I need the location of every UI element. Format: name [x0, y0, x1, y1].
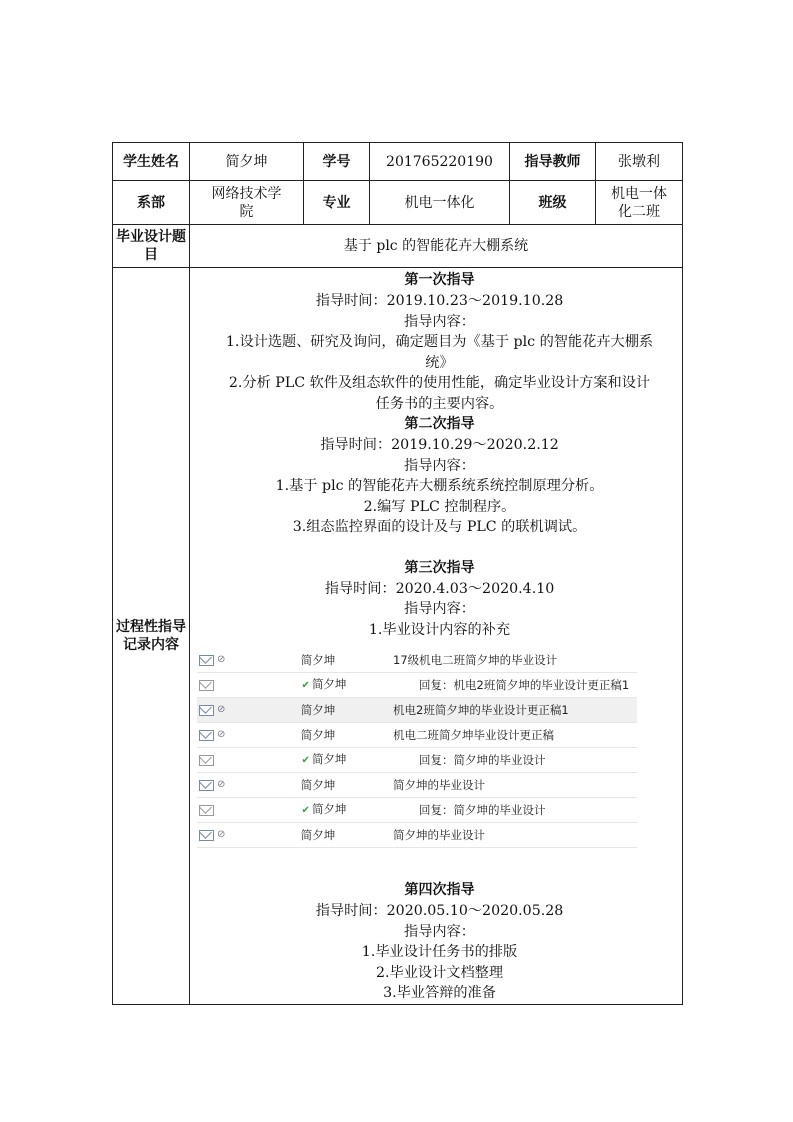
envelope-open-icon — [199, 755, 214, 766]
session-item: 2.分析 PLC 软件及组态软件的使用性能，确定毕业设计方案和设计 — [228, 375, 651, 391]
department-label: 系部 — [113, 181, 190, 225]
mail-subject: 机电2班简夕坤的毕业设计更正稿1 — [393, 703, 569, 717]
mail-row — [197, 648, 637, 673]
student-id: 201765220190 — [370, 143, 510, 181]
student-name: 简夕坤 — [190, 143, 304, 181]
mail-subject: 回复：简夕坤的毕业设计 — [419, 753, 546, 767]
mail-sender: 简夕坤 — [311, 802, 347, 816]
department — [190, 181, 304, 225]
paperclip-icon: ⊘ — [217, 654, 226, 665]
topic-label-line: 目 — [144, 247, 158, 263]
paperclip-icon: ⊘ — [217, 779, 226, 790]
mail-list-screenshot — [197, 648, 637, 848]
session-time: 指导时间：2020.05.10～2020.05.28 — [315, 903, 564, 919]
mail-row — [197, 823, 637, 848]
envelope-open-icon — [199, 680, 214, 691]
envelope-icon — [199, 780, 214, 791]
class — [596, 181, 683, 225]
topic-label-line: 毕业设计题 — [116, 229, 186, 245]
session-item: 2.毕业设计文档整理 — [375, 964, 504, 981]
envelope-icon — [199, 730, 214, 741]
replied-check-icon: ✔ — [301, 755, 310, 766]
class-label: 班级 — [510, 181, 596, 225]
session-item: 1.基于 plc 的智能花卉大棚系统系统控制原理分析。 — [275, 478, 604, 494]
session-title: 第四次指导 — [404, 882, 475, 898]
mail-row — [197, 723, 637, 748]
session-title: 第三次指导 — [404, 559, 475, 576]
major-label: 专业 — [304, 181, 370, 225]
session-item: 1.设计选题、研究及询问，确定题目为《基于 plc 的智能花卉大棚系 — [225, 334, 654, 350]
session-content-label: 指导内容： — [404, 923, 475, 940]
record-label-line: 记录内容 — [123, 636, 179, 653]
session-content-label: 指导内容： — [404, 457, 475, 474]
student-id-label: 学号 — [304, 143, 370, 181]
mail-row — [197, 673, 637, 698]
replied-check-icon: ✔ — [301, 680, 310, 691]
mail-sender: 简夕坤 — [300, 703, 336, 717]
mail-row — [197, 698, 637, 723]
session-item: 1.毕业设计内容的补充 — [368, 621, 511, 638]
mail-subject: 回复：简夕坤的毕业设计 — [419, 803, 546, 817]
session-item: 统》 — [425, 354, 454, 371]
session-time: 指导时间：2019.10.23～2019.10.28 — [315, 293, 564, 309]
mail-subject: 回复：机电2班简夕坤的毕业设计更正稿1 — [419, 678, 630, 692]
session-item: 任务书的主要内容。 — [375, 395, 504, 412]
session-item: 2.编写 PLC 控制程序。 — [363, 498, 516, 515]
topic-label — [113, 225, 190, 268]
session-content-label: 指导内容： — [404, 313, 475, 330]
mail-sender: 简夕坤 — [300, 778, 336, 792]
mail-row — [197, 798, 637, 823]
paperclip-icon: ⊘ — [217, 704, 226, 715]
session-title: 第一次指导 — [404, 272, 475, 288]
session-item: 3.毕业答辩的准备 — [383, 985, 496, 1001]
topic: 基于 plc 的智能花卉大棚系统 — [190, 225, 683, 268]
mail-sender: 简夕坤 — [311, 677, 347, 691]
mail-sender: 简夕坤 — [311, 752, 347, 766]
mail-subject: 17级机电二班简夕坤的毕业设计 — [393, 653, 558, 667]
session-time: 指导时间：2020.4.03～2020.4.10 — [324, 580, 555, 597]
guidance-record-form — [112, 142, 683, 1005]
envelope-open-icon — [199, 805, 214, 816]
major: 机电一体化 — [370, 181, 510, 225]
paperclip-icon: ⊘ — [217, 829, 226, 840]
advisor: 张墩利 — [596, 143, 683, 181]
record-label — [113, 268, 190, 1005]
mail-subject: 机电二班简夕坤毕业设计更正稿 — [393, 728, 554, 742]
mail-sender: 简夕坤 — [300, 828, 336, 842]
session-title: 第二次指导 — [404, 416, 475, 432]
department-line: 网络技术学 — [211, 185, 282, 202]
envelope-icon — [199, 830, 214, 841]
session-content-label: 指导内容： — [404, 601, 475, 617]
session-time: 指导时间：2019.10.29～2020.2.12 — [320, 437, 559, 453]
class-line: 化二班 — [618, 203, 660, 220]
mail-subject: 简夕坤的毕业设计 — [393, 778, 485, 792]
replied-check-icon: ✔ — [301, 805, 310, 816]
paperclip-icon: ⊘ — [217, 729, 226, 740]
mail-sender: 简夕坤 — [300, 728, 336, 742]
mail-sender: 简夕坤 — [300, 653, 336, 667]
record-label-line: 过程性指导 — [116, 618, 186, 635]
mail-subject: 简夕坤的毕业设计 — [393, 828, 485, 842]
session-item: 3.组态监控界面的设计及与 PLC 的联机调试。 — [292, 519, 587, 535]
session-item: 1.毕业设计任务书的排版 — [361, 944, 518, 960]
mail-row — [197, 773, 637, 798]
student-name-label: 学生姓名 — [113, 143, 190, 181]
envelope-icon — [199, 655, 214, 666]
mail-row — [197, 748, 637, 773]
advisor-label: 指导教师 — [510, 143, 596, 181]
department-line: 院 — [239, 203, 254, 220]
envelope-icon — [199, 705, 214, 716]
class-line: 机电一体 — [611, 185, 667, 202]
record-content — [190, 268, 683, 1005]
